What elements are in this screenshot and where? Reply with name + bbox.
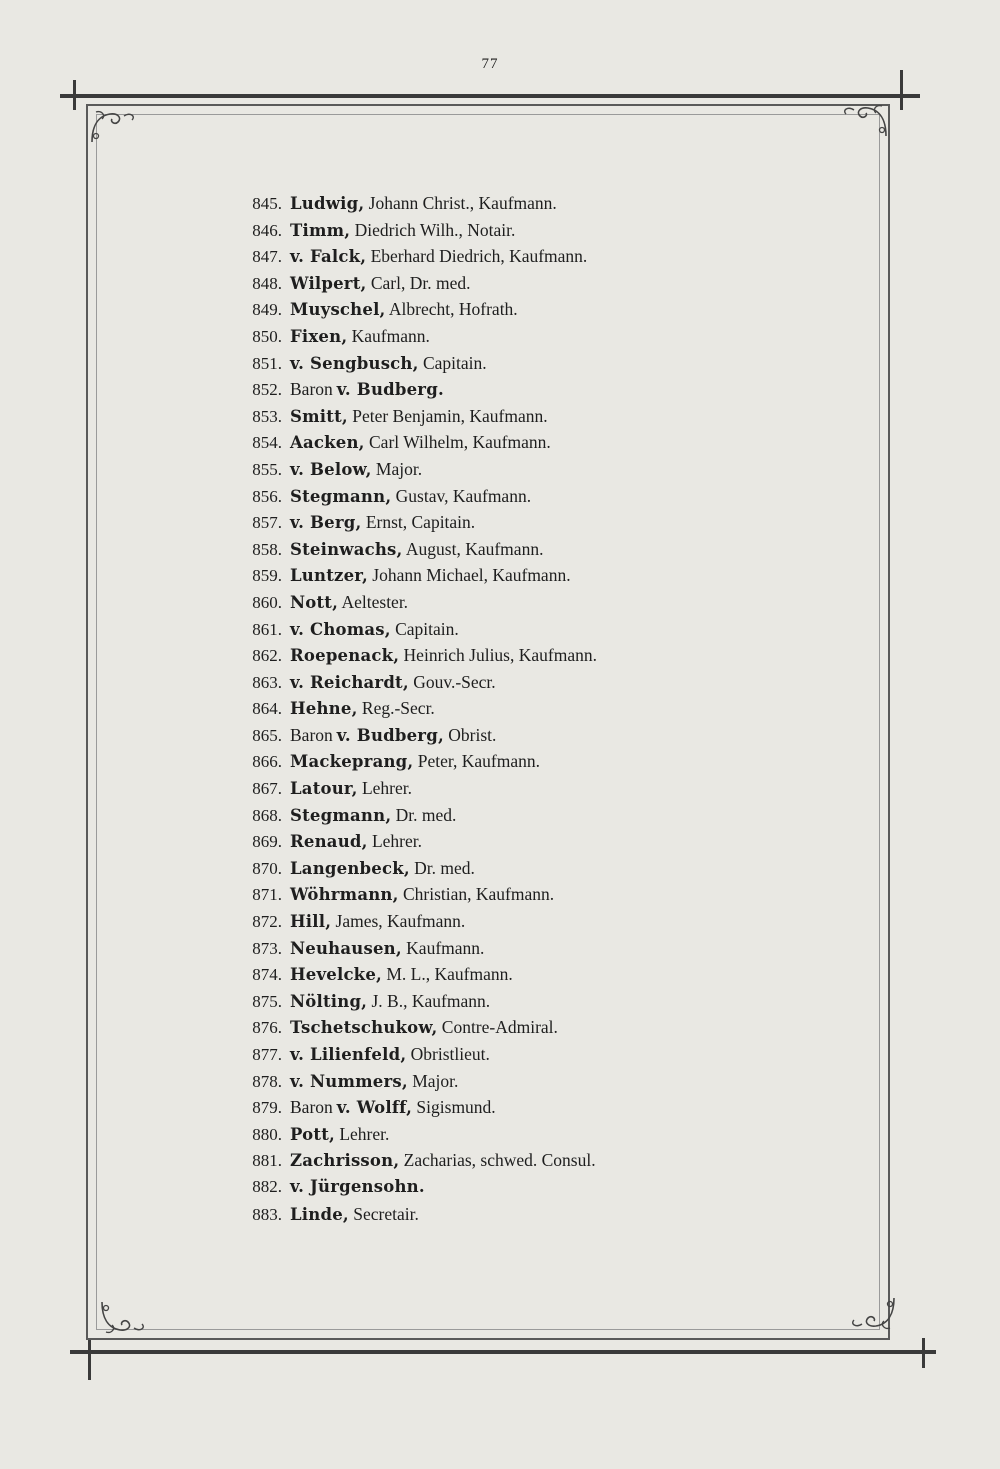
- entry-surname: v. Wolff,: [336, 1098, 413, 1118]
- entry-surname: Aacken,: [290, 433, 365, 453]
- list-item: [222, 459, 862, 486]
- entry-surname: Langenbeck,: [290, 858, 410, 878]
- entry-details: Lehrer.: [357, 778, 412, 799]
- entry-details: Gouv.-Secr.: [408, 671, 496, 692]
- entry-details: Reg.-Secr.: [357, 698, 435, 719]
- entry-number: 853.: [252, 406, 282, 426]
- entry-number: 862.: [252, 646, 282, 666]
- entry-number: 845.: [252, 194, 282, 213]
- list-item: [222, 246, 862, 273]
- list-item: [222, 884, 862, 911]
- entry-surname: v. Berg,: [290, 513, 362, 533]
- entry-details: August, Kaufmann.: [402, 538, 544, 559]
- entry-number: 881.: [252, 1151, 282, 1171]
- list-item: [222, 698, 862, 725]
- entry-number: 857.: [252, 513, 282, 533]
- entry-number: 883.: [252, 1204, 282, 1224]
- entry-surname: Luntzer,: [290, 566, 368, 586]
- entry-number: 861.: [252, 619, 282, 639]
- list-item: [222, 858, 862, 885]
- entry-surname: v. Budberg,: [336, 725, 444, 745]
- entry-surname: v. Jürgensohn.: [290, 1176, 425, 1196]
- entry-surname: Nölting,: [290, 991, 368, 1011]
- entry-details: Eberhard Diedrich, Kaufmann.: [366, 246, 588, 267]
- entry-number: 879.: [252, 1098, 282, 1118]
- entry-details: Johann Christ., Kaufmann.: [364, 193, 557, 213]
- list-item: [222, 911, 862, 938]
- entry-details: Peter Benjamin, Kaufmann.: [347, 405, 548, 426]
- entry-number: 869.: [252, 832, 282, 852]
- entry-number: 877.: [252, 1045, 282, 1064]
- entry-number: 846.: [252, 220, 282, 240]
- entry-surname: Hill,: [290, 912, 332, 932]
- list-item: [222, 326, 862, 353]
- flourish-ornament-icon: [98, 1298, 150, 1338]
- entry-details: Heinrich Julius, Kaufmann.: [399, 645, 597, 666]
- entry-surname: Wöhrmann,: [290, 885, 399, 905]
- list-item: [222, 725, 862, 752]
- entry-surname: v. Below,: [290, 459, 372, 479]
- entry-number: 875.: [252, 991, 282, 1011]
- list-item: [222, 1044, 862, 1071]
- list-item: [222, 299, 862, 326]
- entry-surname: Stegmann,: [290, 486, 392, 506]
- entry-number: 863.: [252, 672, 282, 692]
- entry-number: 876.: [252, 1018, 282, 1038]
- entry-number: 873.: [252, 938, 282, 958]
- entry-number: 870.: [252, 858, 282, 878]
- list-item: [222, 406, 862, 433]
- entry-surname: Latour,: [290, 779, 358, 799]
- entry-details: Johann Michael, Kaufmann.: [367, 565, 571, 586]
- entry-details: Contre-Admiral.: [437, 1017, 558, 1038]
- entry-number: 854.: [252, 433, 282, 453]
- entry-details: Major.: [407, 1070, 459, 1091]
- entry-surname: Muyschel,: [290, 300, 386, 320]
- frame-tick-bottom-right: [922, 1338, 925, 1368]
- entry-surname: Nott,: [290, 592, 339, 612]
- flourish-ornament-icon: [88, 106, 140, 146]
- entry-number: 850.: [252, 326, 282, 346]
- frame-bottom-rule: [70, 1350, 936, 1354]
- page-number: 77: [481, 56, 499, 72]
- entry-number: 874.: [252, 965, 282, 985]
- list-item: [222, 512, 862, 539]
- list-item: [222, 1177, 862, 1204]
- entry-number: 858.: [252, 539, 282, 559]
- entry-title: Baron: [290, 379, 333, 400]
- list-item: [222, 1017, 862, 1044]
- entry-details: Albrecht, Hofrath.: [385, 299, 518, 320]
- entry-surname: Ludwig,: [290, 194, 365, 213]
- frame-tick-top-left: [73, 80, 76, 110]
- list-item: [222, 645, 862, 672]
- list-item: [222, 353, 862, 380]
- entry-details: Obristlieut.: [406, 1044, 490, 1064]
- entry-details: Obrist.: [443, 724, 497, 745]
- entry-number: 866.: [252, 752, 282, 772]
- flourish-ornament-icon: [846, 1294, 898, 1334]
- entry-number: 871.: [252, 885, 282, 905]
- entry-surname: v. Falck,: [290, 247, 367, 267]
- entry-title: Baron: [290, 724, 333, 745]
- entry-number: 868.: [252, 805, 282, 825]
- entry-number: 878.: [252, 1071, 282, 1091]
- entry-details: Gustav, Kaufmann.: [391, 485, 532, 506]
- list-item: [222, 1150, 862, 1177]
- entry-number: 851.: [252, 353, 282, 373]
- entry-surname: v. Chomas,: [290, 619, 391, 639]
- list-item: [222, 193, 862, 220]
- entry-details: Ernst, Capitain.: [361, 512, 476, 533]
- entry-number: 860.: [252, 592, 282, 612]
- entry-surname: Renaud,: [290, 832, 368, 852]
- entry-details: J. B., Kaufmann.: [367, 990, 491, 1011]
- list-item: [222, 379, 862, 406]
- frame-top-rule: [60, 94, 920, 98]
- entry-details: Dr. med.: [409, 857, 475, 878]
- entry-details: Capitain.: [418, 352, 487, 373]
- entry-details: Aeltester.: [338, 591, 409, 612]
- entry-surname: Fixen,: [290, 326, 348, 346]
- entry-details: Diedrich Wilh., Notair.: [350, 219, 516, 240]
- entry-surname: v. Lilienfeld,: [290, 1045, 407, 1064]
- entry-number: 872.: [252, 912, 282, 932]
- list-item: [222, 991, 862, 1018]
- entry-number: 867.: [252, 779, 282, 799]
- entry-number: 882.: [252, 1176, 282, 1196]
- entry-details: Carl Wilhelm, Kaufmann.: [364, 432, 551, 453]
- entry-surname: Steinwachs,: [290, 539, 403, 559]
- entry-details: Christian, Kaufmann.: [398, 884, 555, 905]
- entry-details: Peter, Kaufmann.: [413, 751, 540, 772]
- entry-number: 864.: [252, 699, 282, 719]
- list-item: [222, 1124, 862, 1151]
- entry-details: Secretair.: [348, 1203, 419, 1224]
- entry-details: Carl, Dr. med.: [366, 272, 471, 293]
- entry-details: Capitain.: [390, 618, 459, 639]
- entry-surname: v. Reichardt,: [290, 672, 409, 692]
- list-item: [222, 565, 862, 592]
- entry-number: 849.: [252, 300, 282, 320]
- entry-surname: Smitt,: [290, 406, 348, 426]
- entry-details: Kaufmann.: [347, 325, 430, 346]
- frame-tick-top-right: [900, 70, 903, 110]
- entry-number: 848.: [252, 273, 282, 293]
- list-item: [222, 778, 862, 805]
- list-item: [222, 432, 862, 459]
- list-item: [222, 619, 862, 646]
- list-item: [222, 273, 862, 300]
- entry-list: [222, 193, 862, 1230]
- list-item: [222, 539, 862, 566]
- list-item: [222, 1097, 862, 1124]
- entry-details: James, Kaufmann.: [331, 911, 466, 932]
- entry-surname: v. Sengbusch,: [290, 353, 419, 373]
- entry-surname: Mackeprang,: [290, 752, 414, 772]
- list-item: [222, 805, 862, 832]
- list-item: [222, 964, 862, 991]
- list-item: [222, 672, 862, 699]
- entry-number: 855.: [252, 459, 282, 479]
- entry-surname: Pott,: [290, 1124, 335, 1144]
- frame-tick-bottom-left: [88, 1338, 91, 1380]
- entry-number: 856.: [252, 486, 282, 506]
- entry-number: 859.: [252, 566, 282, 586]
- entry-details: Kaufmann.: [401, 937, 485, 958]
- entry-surname: Linde,: [290, 1204, 349, 1224]
- list-item: [222, 592, 862, 619]
- flourish-ornament-icon: [838, 100, 890, 140]
- entry-surname: Stegmann,: [290, 805, 392, 825]
- entry-details: Lehrer.: [334, 1123, 390, 1144]
- entry-surname: Neuhausen,: [290, 938, 402, 958]
- list-item: [222, 938, 862, 965]
- entry-number: 865.: [252, 725, 282, 745]
- entry-surname: v. Nummers,: [290, 1071, 408, 1091]
- entry-surname: Tschetschukow,: [290, 1018, 438, 1038]
- entry-details: M. L., Kaufmann.: [381, 964, 513, 985]
- entry-details: Dr. med.: [391, 804, 457, 825]
- entry-surname: Roepenack,: [290, 646, 400, 666]
- entry-title: Baron: [290, 1097, 333, 1118]
- list-item: [222, 751, 862, 778]
- list-item: [222, 220, 862, 247]
- entry-details: Zacharias, schwed. Consul.: [399, 1150, 596, 1171]
- entry-surname: Hevelcke,: [290, 965, 382, 985]
- entry-surname: Wilpert,: [290, 273, 367, 293]
- list-item: [222, 831, 862, 858]
- entry-details: Lehrer.: [367, 831, 422, 852]
- entry-number: 847.: [252, 247, 282, 267]
- list-item: [222, 1071, 862, 1098]
- entry-number: 852.: [252, 380, 282, 400]
- entry-surname: v. Budberg.: [336, 380, 444, 400]
- entry-surname: Zachrisson,: [290, 1151, 400, 1171]
- entry-number: 880.: [252, 1124, 282, 1144]
- list-item: [222, 1204, 862, 1231]
- entry-surname: Hehne,: [290, 699, 358, 719]
- entry-surname: Timm,: [290, 220, 351, 240]
- entry-details: Major.: [371, 458, 423, 479]
- list-item: [222, 486, 862, 513]
- entry-details: Sigismund.: [412, 1097, 496, 1118]
